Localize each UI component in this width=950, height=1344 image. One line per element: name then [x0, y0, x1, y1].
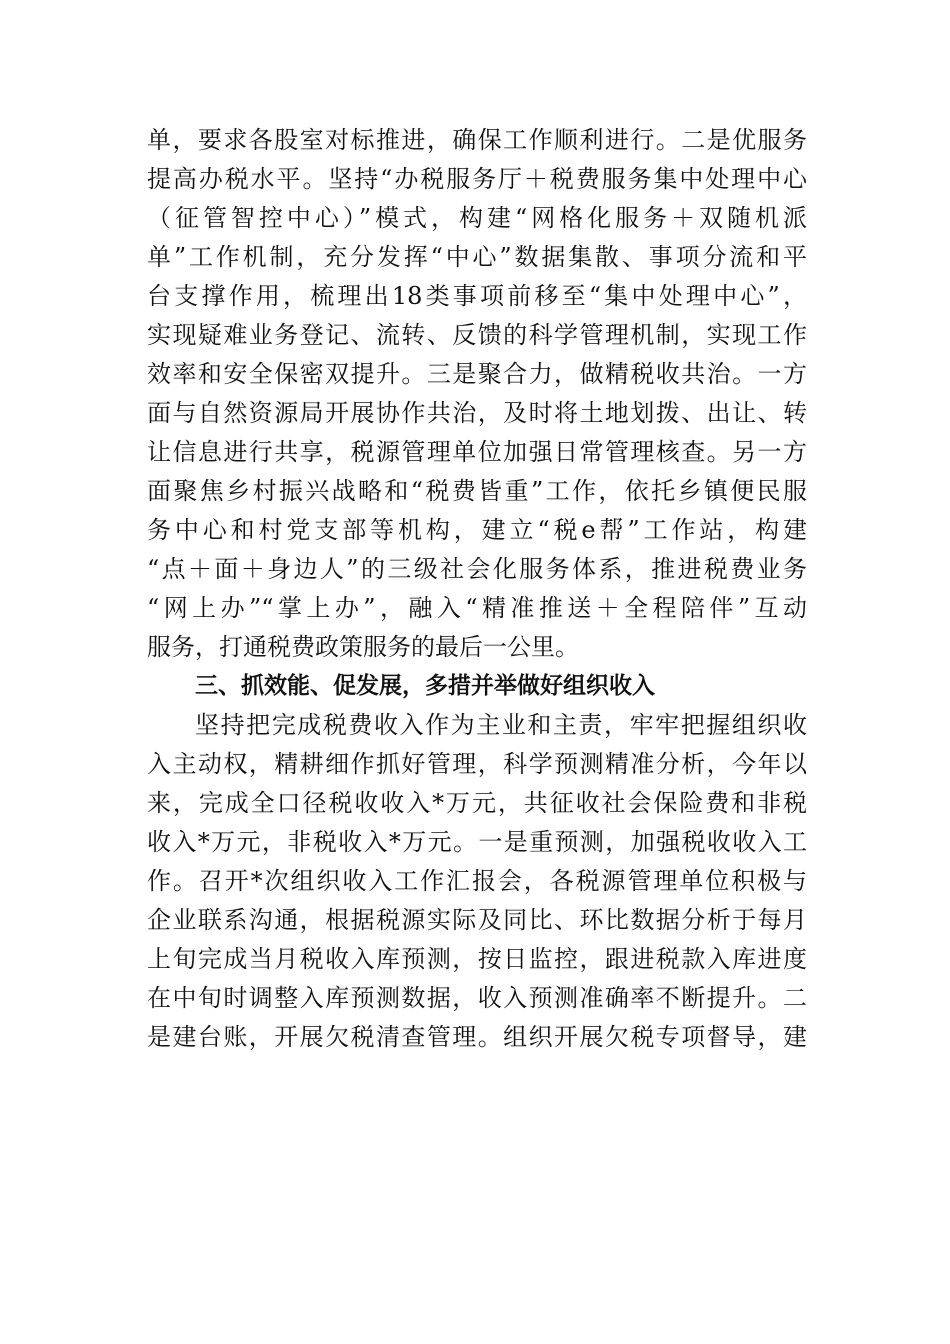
text-line: 企业联系沟通，根据税源实际及同比、环比数据分析于每月 — [147, 906, 807, 934]
text-line: 提高办税水平。坚持“办税服务厅＋税费服务集中处理中心 — [147, 165, 807, 193]
text-line: （征管智控中心）”模式，构建“网格化服务＋双随机派 — [147, 204, 807, 232]
text-line: 让信息进行共享，税源管理单位加强日常管理核查。另一方 — [147, 438, 807, 466]
text-line: 面聚焦乡村振兴战略和“税费皆重”工作，依托乡镇便民服 — [147, 477, 807, 505]
text-line: 单”工作机制，充分发挥“中心”数据集散、事项分流和平 — [147, 243, 807, 271]
text-line: 是建台账，开展欠税清查管理。组织开展欠税专项督导，建 — [147, 1023, 807, 1051]
text-line: 单，要求各股室对标推进，确保工作顺利进行。二是优服务 — [147, 126, 807, 154]
text-line: 实现疑难业务登记、流转、反馈的科学管理机制，实现工作 — [147, 321, 807, 349]
text-line: 面与自然资源局开展协作共治，及时将土地划拨、出让、转 — [147, 399, 807, 427]
text-line: 在中旬时调整入库预测数据，收入预测准确率不断提升。二 — [147, 984, 807, 1012]
text-line: 坚持把完成税费收入作为主业和主责，牢牢把握组织收 — [195, 711, 807, 739]
text-line: 台支撑作用，梳理出18类事项前移至“集中处理中心”， — [147, 282, 807, 310]
text-line: 上旬完成当月税收入库预测，按日监控，跟进税款入库进度 — [147, 945, 807, 973]
text-line: 入主动权，精耕细作抓好管理，科学预测精准分析，今年以 — [147, 750, 807, 778]
text-line: “点＋面＋身边人”的三级社会化服务体系，推进税费业务 — [147, 555, 807, 583]
text-line: 作。召开*次组织收入工作汇报会，各税源管理单位积极与 — [147, 867, 807, 895]
text-line: 效率和安全保密双提升。三是聚合力，做精税收共治。一方 — [147, 360, 807, 388]
text-line: “网上办”“掌上办”，融入“精准推送＋全程陪伴”互动 — [147, 594, 807, 622]
text-line: 服务，打通税费政策服务的最后一公里。 — [147, 633, 579, 661]
section-heading: 三、抓效能、促发展，多措并举做好组织收入 — [195, 673, 655, 699]
document-body — [147, 121, 807, 1057]
text-line: 收入*万元，非税收入*万元。一是重预测，加强税收收入工 — [147, 828, 807, 856]
text-line: 来，完成全口径税收收入*万元，共征收社会保险费和非税 — [147, 789, 807, 817]
text-line: 务中心和村党支部等机构，建立“税e帮”工作站，构建 — [147, 516, 807, 544]
paragraph-service — [147, 121, 807, 667]
paragraph-revenue — [147, 706, 807, 1057]
